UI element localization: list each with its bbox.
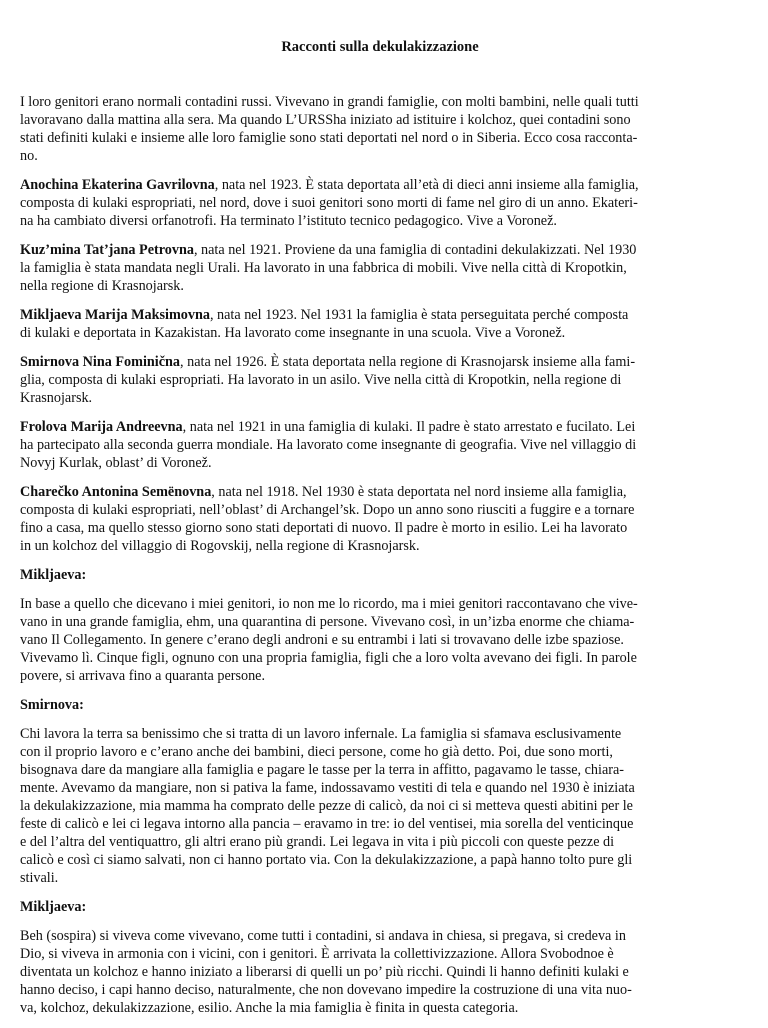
bio-text: composta di kulaki espropriati, nell’oblast’ di Archangel’sk. Dopo un anno sono riusciti a fuggire e a tornare (20, 502, 635, 518)
intro-line: lavoravano dalla mattina alla sera. Ma quando L’URSSha iniziato ad istituire i kolchoz, quei contadini sono (20, 112, 631, 128)
intro-line: I loro genitori erano normali contadini russi. Vivevano in grandi famiglie, con molti bambini, nelle quali tutti (20, 94, 639, 110)
testimony-paragraph (20, 725, 740, 887)
testimony-line: Dio, si viveva in armonia con i vicini, con i genitori. È arrivata la collettivizzazione. Allora Svobodnoe è (20, 946, 614, 962)
bio-text: , nata nel 1926. È stata deportata nella regione di Krasnojarsk insieme alla fami- (180, 354, 636, 370)
bio-text: fino a casa, ma quello stesso giorno sono stati deportati di nuovo. Il padre è morto in esilio. Lei ha lavorato (20, 520, 628, 536)
bio-text: glia, composta di kulaki espropriati. Ha lavorato in un asilo. Vive nella città di Kropotkin, nella regione di (20, 372, 622, 388)
testimony-line: hanno deciso, i capi hanno deciso, naturalmente, che non dovevano impedire la costruzione di una vita nuo- (20, 982, 632, 998)
bio-text: nella regione di Krasnojarsk. (20, 278, 184, 294)
bio-text: , nata nel 1921 in una famiglia di kulaki. Il padre è stato arrestato e fucilato. Lei (182, 419, 636, 435)
bio-text: , nata nel 1918. Nel 1930 è stata deportata nel nord insieme alla famiglia, (211, 484, 627, 500)
testimony-line: bisognava dare da mangiare alla famiglia e pagare le tasse per la terra in affitto, pagavamo le tasse, chiara- (20, 762, 624, 778)
bio-text: Krasnojarsk. (20, 390, 93, 406)
testimony-line: con il proprio lavoro e c’erano anche dei bambini, dieci persone, come ho già detto. Poi, due sono morti, (20, 744, 613, 760)
testimony-line: povere, si arrivava fino a quaranta persone. (20, 668, 266, 684)
bio-frolova (20, 418, 740, 472)
document-page (20, 37, 740, 1028)
bio-text: ha partecipato alla seconda guerra mondiale. Ha lavorato come insegnante di geografia. Vive nel villaggio di (20, 437, 637, 453)
testimony-line: mente. Avevamo da mangiare, non si pativa la fame, indossavamo vestiti di tela e quando nel 1930 è iniziata (20, 780, 635, 796)
bio-text: , nata nel 1921. Proviene da una famiglia di contadini dekulakizzati. Nel 1930 (193, 242, 637, 258)
testimony-line: In base a quello che dicevano i miei genitori, io non me lo ricordo, ma i miei genitori raccontavano che vive- (20, 596, 638, 612)
testimony-line: Vivevamo lì. Cinque figli, ognuno con una propria famiglia, figli che a loro volta avevano dei figli. In parole (20, 650, 637, 666)
testimony-line: feste di calicò e lei ci legava intorno alla pancia – eravamo in tre: io del ventisei, mia sorella del venticinque (20, 816, 634, 832)
bio-name: Smirnova Nina Fominična (20, 354, 181, 370)
testimony-line: stivali. (20, 870, 59, 886)
bio-charecko (20, 483, 740, 555)
testimony-line: Beh (sospira) si viveva come vivevano, come tutti i contadini, si andava in chiesa, si pregava, si credeva in (20, 928, 626, 944)
speaker-heading: Smirnova: (20, 697, 84, 713)
intro-line: stati definiti kulaki e insieme alle loro famiglie sono stati deportati nel nord o in Siberia. Ecco cosa racconta- (20, 130, 638, 146)
bio-text: in un kolchoz del villaggio di Rogovskij, nella regione di Krasnojarsk. (20, 538, 420, 554)
testimony-line: vano in una grande famiglia, ehm, una quarantina di persone. Vivevano così, in un’izba enorme che chiama- (20, 614, 635, 630)
bio-name: Charečko Antonina Semënovna (20, 484, 212, 500)
bio-text: , nata nel 1923. Nel 1931 la famiglia è stata perseguitata perché composta (209, 307, 629, 323)
bio-name: Mikljaeva Marija Maksimovna (20, 307, 210, 323)
testimony-paragraph (20, 595, 740, 685)
bio-smirnova (20, 353, 740, 407)
document-title: Racconti sulla dekulakizzazione (281, 39, 479, 55)
bio-name: Anochina Ekaterina Gavrilovna (20, 177, 215, 193)
intro-line: no. (20, 148, 38, 164)
bio-text: na ha cambiato diversi orfanotrofi. Ha terminato l’istituto tecnico pedagogico. Vive a Voronež. (20, 213, 557, 229)
testimony-line: vano Il Collegamento. In genere c’erano degli androni e su entrambi i lati si trovavano delle izbe spaziose. (20, 632, 624, 648)
bio-mikljaeva (20, 306, 740, 342)
testimony-line: la dekulakizzazione, mia mamma ha comprato delle pezze di calicò, da noi ci si metteva questi abitini per le (20, 798, 633, 814)
testimony-line: e del l’altra del ventiquattro, gli altri erano più grandi. Lei legava in vita i più piccoli con queste pezze di (20, 834, 615, 850)
speaker-heading: Mikljaeva: (20, 899, 87, 915)
bio-name: Frolova Marija Andreevna (20, 419, 183, 435)
bio-text: , nata nel 1923. È stata deportata all’età di dieci anni insieme alla famiglia, (214, 177, 639, 193)
testimony-line: diventata un kolchoz e hanno iniziato a liberarsi di quelli un po’ più ricchi. Quindi li hanno definiti kulaki e (20, 964, 629, 980)
intro-paragraph (20, 93, 740, 165)
bio-text: Novyj Kurlak, oblast’ di Voronež. (20, 455, 212, 471)
testimony-line: va, kolchoz, dekulakizzazione, esilio. Anche la mia famiglia è finita in questa categoria. (20, 1000, 519, 1016)
bio-kuzmina (20, 241, 740, 295)
bio-anochina (20, 176, 740, 230)
speaker-heading: Mikljaeva: (20, 567, 87, 583)
bio-text: la famiglia è stata mandata negli Urali. Ha lavorato in una fabbrica di mobili. Vive nella città di Kropotkin, (20, 260, 627, 276)
testimony-line: calicò e così ci siamo salvati, non ci hanno portato via. Con la dekulakizzazione, a papà hanno tolto pure gli (20, 852, 633, 868)
testimony-line: Chi lavora la terra sa benissimo che si tratta di un lavoro infernale. La famiglia si sfamava esclusivamente (20, 726, 622, 742)
testimony-paragraph (20, 927, 740, 1017)
bio-text: composta di kulaki espropriati, nel nord, dove i suoi genitori sono morti di fame nel giro di un anno. Ekateri- (20, 195, 638, 211)
bio-text: di kulaki e deportata in Kazakistan. Ha lavorato come insegnante in una scuola. Vive a Voronež. (20, 325, 566, 341)
bio-name: Kuz’mina Tat’jana Petrovna (20, 242, 194, 258)
